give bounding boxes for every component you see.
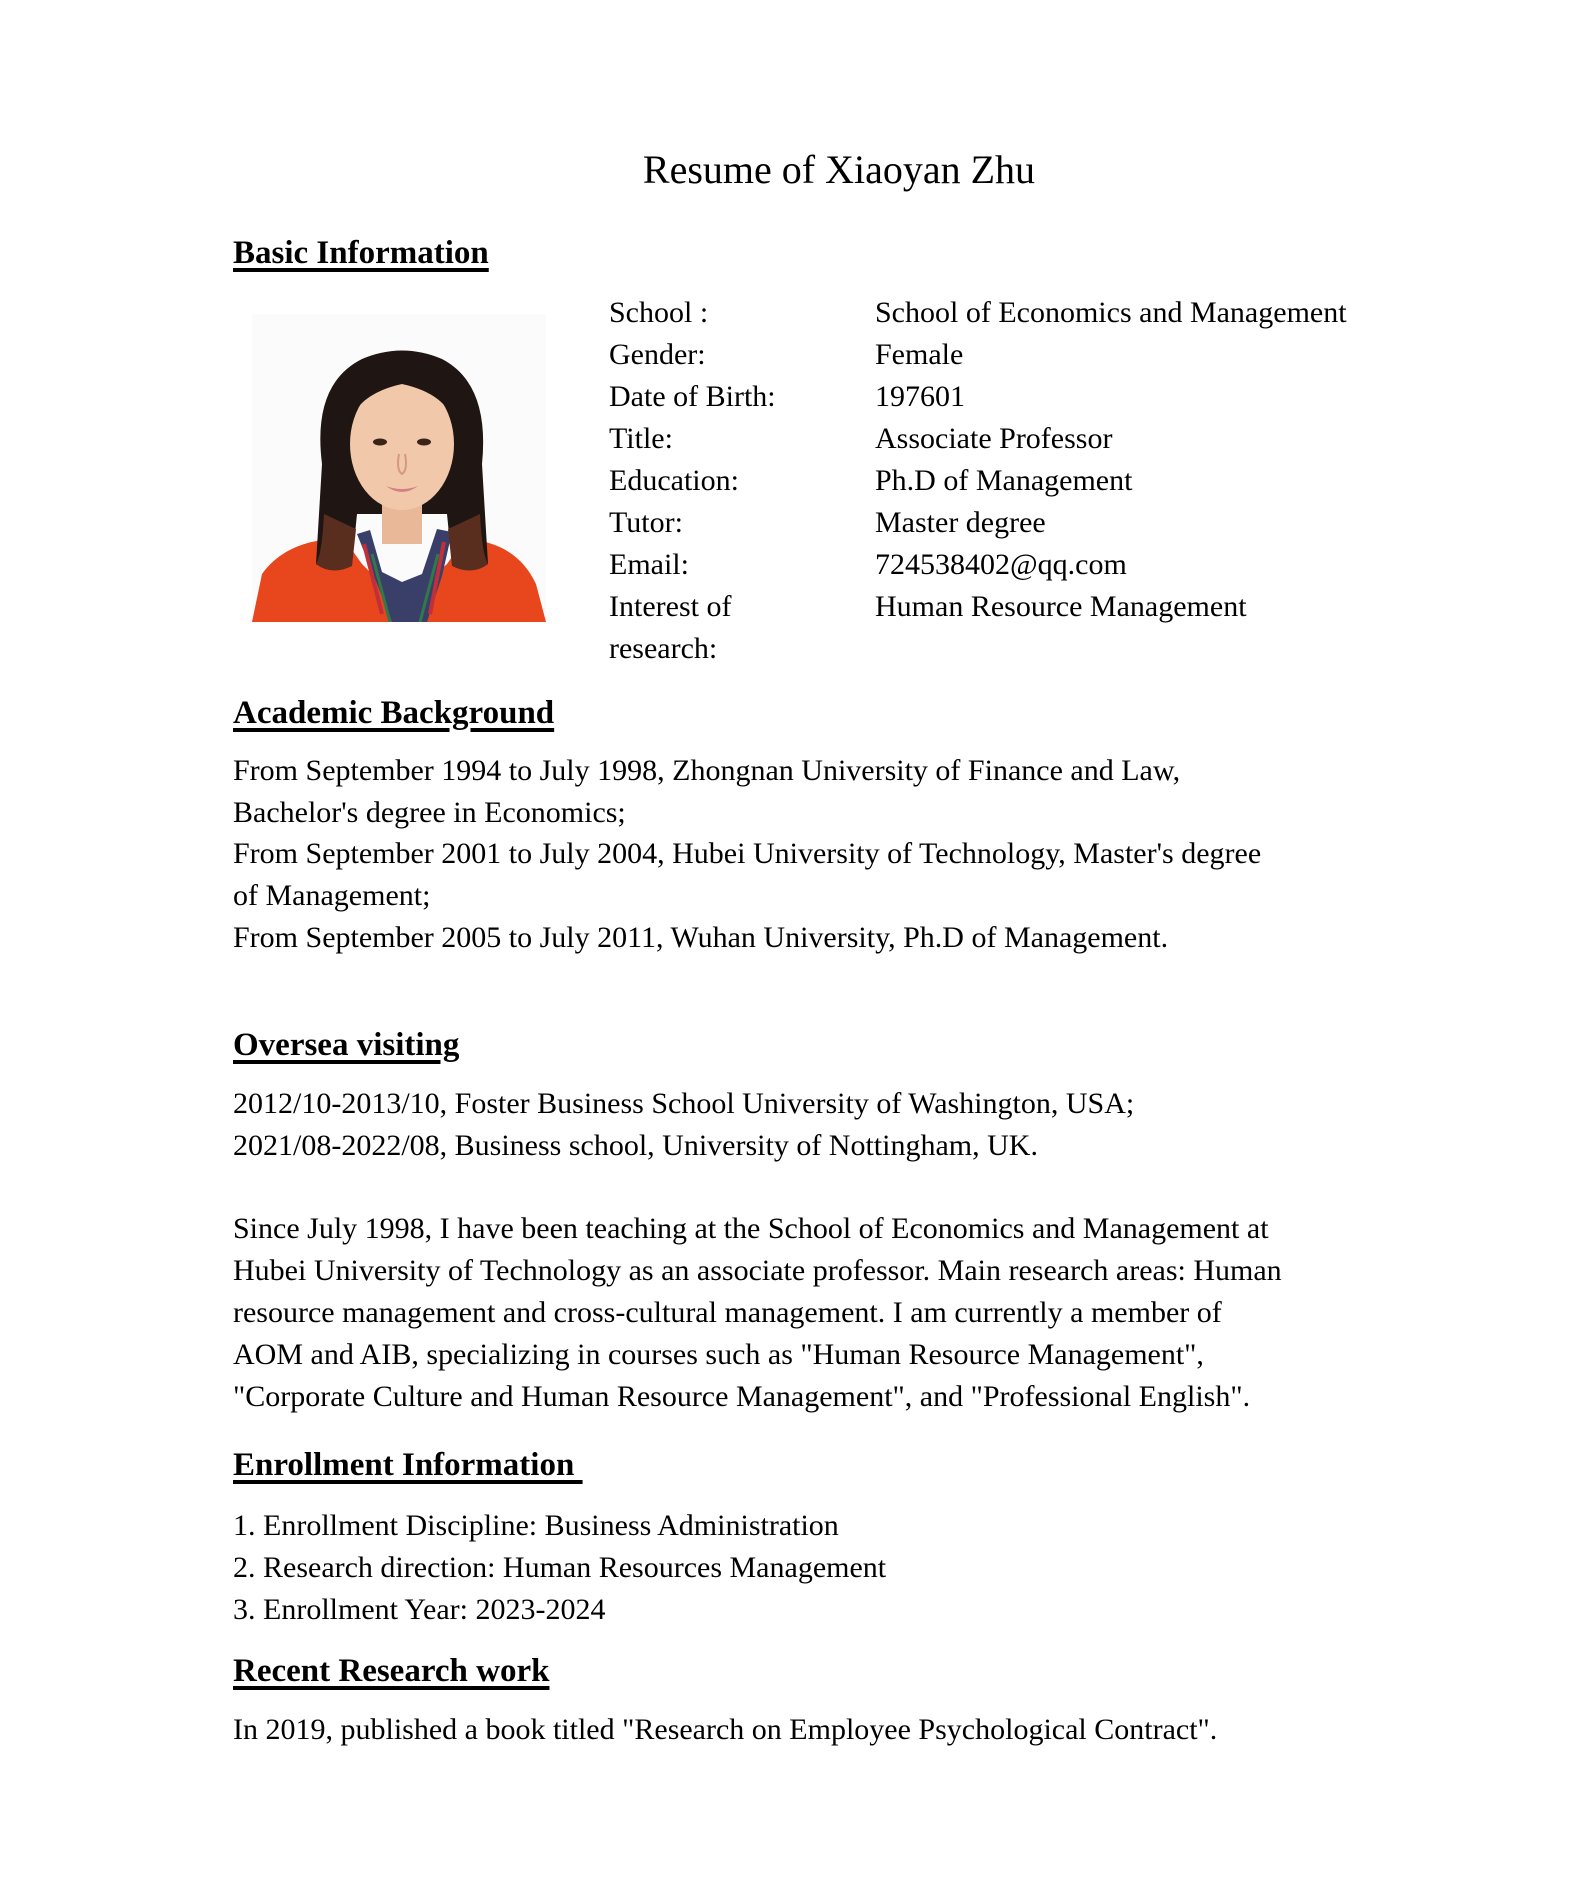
enrollment-item: 2. Research direction: Human Resources Management bbox=[233, 1551, 887, 1584]
enrollment-item: 1. Enrollment Discipline: Business Administration bbox=[233, 1509, 839, 1542]
document-title bbox=[0, 144, 1586, 196]
info-label-interest-of-research-continued: research: bbox=[609, 632, 718, 665]
teaching-paragraph-line: AOM and AIB, specializing in courses such as "Human Resource Management", bbox=[233, 1338, 1204, 1371]
academic-line: From September 1994 to July 1998, Zhongnan University of Finance and Law, bbox=[233, 754, 1181, 787]
info-value-tutor: Master degree bbox=[875, 506, 1046, 539]
teaching-paragraph-line: Hubei University of Technology as an associate professor. Main research areas: Human bbox=[233, 1254, 1282, 1287]
section-heading-recent-research-work: Recent Research work bbox=[233, 1653, 550, 1689]
profile-photo bbox=[252, 314, 546, 622]
section-heading-enrollment-information: Enrollment Information bbox=[233, 1447, 583, 1483]
recent-research-line: In 2019, published a book titled "Research on Employee Psychological Contract". bbox=[233, 1713, 1218, 1746]
info-label-date-of-birth: Date of Birth: bbox=[609, 380, 776, 413]
portrait-image bbox=[252, 314, 546, 622]
academic-line: From September 2005 to July 2011, Wuhan University, Ph.D of Management. bbox=[233, 921, 1169, 954]
info-label-email: Email: bbox=[609, 548, 689, 581]
teaching-paragraph-line: resource management and cross-cultural management. I am currently a member of bbox=[233, 1296, 1222, 1329]
info-value-interest-of-research: Human Resource Management bbox=[875, 590, 1247, 623]
enrollment-item: 3. Enrollment Year: 2023-2024 bbox=[233, 1593, 606, 1626]
info-label-gender: Gender: bbox=[609, 338, 706, 371]
info-value-school: School of Economics and Management bbox=[875, 296, 1347, 329]
oversea-line: 2012/10-2013/10, Foster Business School University of Washington, USA; bbox=[233, 1087, 1135, 1120]
info-label-title: Title: bbox=[609, 422, 673, 455]
document-title-text: Resume of Xiaoyan Zhu bbox=[642, 147, 1036, 192]
info-label-school: School : bbox=[609, 296, 709, 329]
section-heading-basic-information: Basic Information bbox=[233, 235, 489, 271]
info-value-title: Associate Professor bbox=[875, 422, 1113, 455]
academic-line: From September 2001 to July 2004, Hubei University of Technology, Master's degree bbox=[233, 837, 1262, 870]
info-label-tutor: Tutor: bbox=[609, 506, 683, 539]
info-value-email[interactable]: 724538402@qq.com bbox=[875, 548, 1127, 581]
academic-line: of Management; bbox=[233, 879, 431, 912]
section-heading-academic-background: Academic Background bbox=[233, 695, 555, 731]
info-label-interest-of-research: Interest of bbox=[609, 590, 732, 623]
info-value-education: Ph.D of Management bbox=[875, 464, 1133, 497]
info-value-gender: Female bbox=[875, 338, 964, 371]
teaching-paragraph-line: Since July 1998, I have been teaching at the School of Economics and Management at bbox=[233, 1212, 1269, 1245]
oversea-line: 2021/08-2022/08, Business school, University of Nottingham, UK. bbox=[233, 1129, 1038, 1162]
info-value-date-of-birth: 197601 bbox=[875, 380, 965, 413]
academic-line: Bachelor's degree in Economics; bbox=[233, 796, 626, 829]
section-heading-oversea-visiting: Oversea visiting bbox=[233, 1027, 460, 1063]
teaching-paragraph-line: "Corporate Culture and Human Resource Management", and "Professional English". bbox=[233, 1380, 1251, 1413]
info-label-education: Education: bbox=[609, 464, 739, 497]
